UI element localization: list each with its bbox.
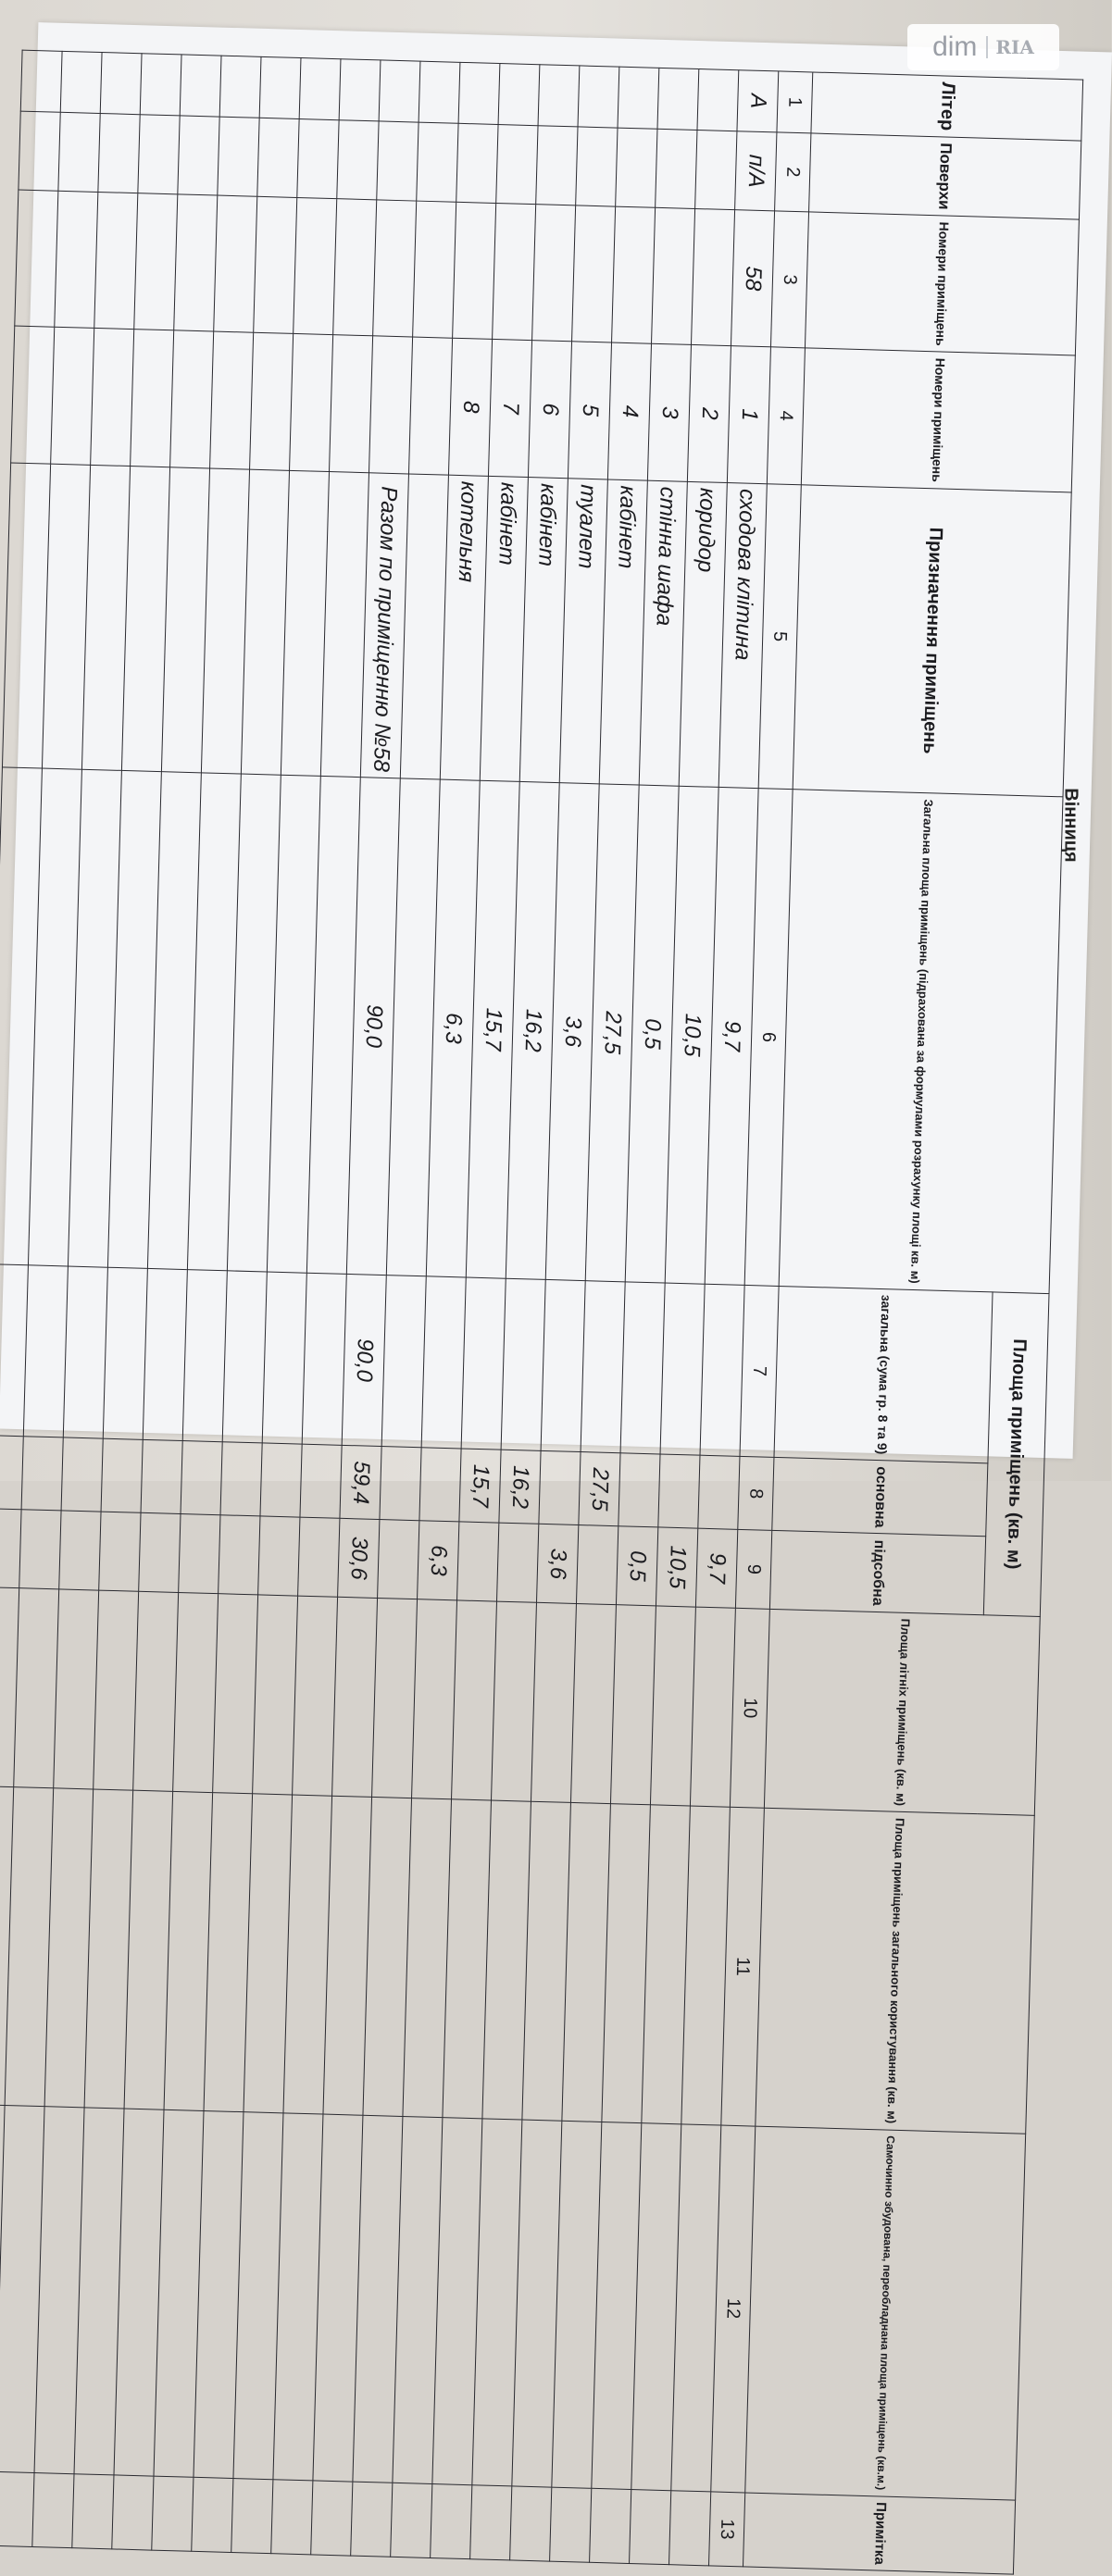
cell-room-no: 8 — [448, 339, 492, 476]
cell-empty — [616, 128, 657, 208]
cell-area-aux — [497, 1524, 539, 1602]
header-floors: Поверхи — [809, 133, 1081, 219]
col-number: 5 — [758, 483, 801, 790]
cell-empty — [496, 124, 538, 205]
cell-room-no: 7 — [488, 340, 531, 477]
cell-total-area: 0,5 — [625, 785, 679, 1282]
cell-empty — [412, 1599, 457, 1799]
header-liter: Літер — [811, 72, 1083, 141]
cell-area-main — [698, 1455, 740, 1529]
cell-purpose: коридор — [679, 481, 727, 788]
cell-premise: 58 — [731, 210, 774, 347]
cell-empty — [656, 129, 697, 209]
col-number: 6 — [744, 789, 793, 1286]
cell-total-area: 15,7 — [466, 780, 519, 1277]
col-number: 2 — [775, 132, 811, 212]
totals-total-area: 90,0 — [346, 778, 400, 1275]
header-common: Площа приміщень загального користування (кв. м) — [756, 1808, 1034, 2133]
cell-empty — [630, 2489, 671, 2565]
header-area-main: основна — [772, 1458, 988, 1537]
cell-room-no: 5 — [568, 342, 611, 479]
header-note: Примітка — [743, 2493, 1015, 2575]
header-unauthorized: Самочинно збудована, переобладнана площа приміщень (кв.м.) — [745, 2126, 1026, 2500]
cell-floor: п/А — [735, 131, 777, 211]
cell-area-aux: 10,5 — [656, 1527, 697, 1606]
cell-empty — [532, 205, 576, 342]
header-premises-no-2: Номери приміщень — [801, 348, 1075, 492]
cell-total-area: 10,5 — [665, 786, 718, 1283]
cell-empty — [590, 2488, 631, 2564]
cell-purpose: туалет — [559, 478, 607, 784]
cell-area-main — [539, 1451, 581, 1525]
cell-area-total — [461, 1277, 506, 1450]
cell-empty — [657, 68, 699, 130]
col-number: 13 — [708, 2492, 744, 2568]
cell-empty — [690, 1607, 735, 1808]
cell-empty — [612, 206, 656, 343]
cell-area-total — [421, 1276, 466, 1449]
cell-area-main — [658, 1454, 700, 1528]
header-summer: Площа літніх приміщень (кв. м) — [764, 1609, 1040, 1816]
header-purpose: Призначення приміщень — [793, 484, 1071, 797]
cell-total-area: 3,6 — [545, 783, 599, 1280]
totals-label: Разом по приміщенню №58 — [360, 472, 408, 778]
header-total-area: Загальна площа приміщень (підрахована за формулами розрахунку площі кв. м) — [779, 790, 1063, 1293]
cell-total-area: 6,3 — [426, 779, 480, 1276]
col-number: 9 — [735, 1530, 771, 1609]
premises-register-table — [0, 50, 1083, 2575]
city-label: Вінниця — [1060, 788, 1081, 863]
cell-empty — [572, 205, 616, 342]
cell-area-aux: 3,6 — [536, 1524, 578, 1603]
cell-empty — [456, 123, 498, 204]
cell-empty — [431, 2483, 472, 2559]
watermark-logo — [907, 24, 1059, 70]
cell-area-main — [618, 1453, 660, 1527]
document-sheet — [0, 22, 1112, 2566]
col-number: 3 — [770, 211, 808, 348]
cell-room-no: 4 — [607, 342, 651, 479]
cell-empty — [491, 1601, 536, 1802]
header-area-total: загальна (сума гр. 8 та 9) — [774, 1286, 993, 1463]
cell-room-no: 1 — [727, 346, 770, 483]
cell-empty — [576, 127, 618, 207]
cell-area-main — [419, 1448, 461, 1522]
cell-empty — [453, 202, 496, 339]
cell-empty — [610, 1604, 656, 1805]
cell-total-area: 16,2 — [506, 782, 559, 1279]
cell-empty — [669, 2490, 711, 2566]
cell-purpose: стінна шафа — [639, 480, 687, 787]
cell-total-area: 27,5 — [585, 784, 639, 1281]
col-number: 10 — [730, 1608, 769, 1809]
cell-liter: А — [737, 70, 779, 132]
cell-room-no: 6 — [528, 341, 571, 478]
cell-empty — [695, 130, 737, 210]
cell-empty — [650, 1606, 695, 1807]
cell-empty — [452, 1600, 497, 1801]
col-number: 12 — [711, 2125, 756, 2493]
cell-empty — [510, 2486, 552, 2562]
cell-area-aux: 6,3 — [418, 1521, 459, 1599]
totals-area-aux: 30,6 — [338, 1519, 380, 1598]
cell-area-aux: 0,5 — [616, 1526, 657, 1605]
watermark-brand: dim — [932, 31, 978, 62]
cell-empty — [536, 125, 578, 205]
cell-area-main: 16,2 — [499, 1450, 541, 1524]
col-number: 4 — [767, 347, 805, 484]
cell-purpose: кабінет — [519, 477, 568, 783]
cell-empty — [470, 2484, 512, 2560]
cell-purpose: кабінет — [480, 476, 528, 782]
header-area-group: Площа приміщень (кв. м) — [983, 1292, 1049, 1617]
cell-empty — [373, 200, 417, 337]
cell-purpose: котельня — [440, 475, 488, 781]
cell-area-total — [620, 1281, 665, 1454]
cell-empty — [652, 207, 695, 344]
watermark-brand-ria: RIA — [986, 36, 1034, 58]
col-number: 11 — [721, 1807, 765, 2125]
cell-area-total — [700, 1284, 744, 1457]
cell-area-total — [581, 1280, 625, 1453]
cell-area-total — [541, 1279, 585, 1452]
cell-area-total — [660, 1283, 705, 1456]
cell-empty — [369, 336, 413, 473]
cell-empty — [458, 62, 500, 124]
cell-empty — [538, 65, 580, 127]
cell-area-total — [501, 1278, 545, 1451]
col-number: 7 — [740, 1285, 779, 1457]
cell-empty — [379, 60, 420, 122]
cell-empty — [311, 2481, 353, 2557]
cell-area-main: 27,5 — [579, 1452, 620, 1526]
cell-area-aux: 9,7 — [695, 1529, 737, 1608]
cell-total-area: 9,7 — [705, 788, 758, 1285]
cell-area-aux — [576, 1525, 618, 1604]
cell-empty — [391, 2483, 432, 2558]
cell-empty — [618, 67, 659, 129]
cell-empty — [531, 1602, 576, 1803]
cell-empty — [550, 2487, 592, 2563]
cell-area-main: 15,7 — [459, 1449, 501, 1523]
cell-empty — [578, 66, 619, 128]
cell-empty — [691, 209, 734, 346]
cell-empty — [377, 121, 419, 202]
header-area-aux: підсобна — [769, 1531, 985, 1615]
header-premises-no-1: Номери приміщень — [805, 212, 1079, 355]
cell-room-no: 2 — [687, 345, 731, 482]
cell-empty — [498, 64, 540, 126]
cell-empty — [697, 69, 739, 131]
cell-purpose: кабінет — [599, 479, 647, 785]
col-number: 1 — [777, 71, 813, 133]
totals-area-main: 59,4 — [340, 1446, 381, 1520]
col-number: 8 — [738, 1457, 774, 1531]
cell-room-no: 3 — [647, 344, 691, 481]
cell-empty — [493, 204, 536, 341]
totals-area-sum: 90,0 — [342, 1274, 386, 1447]
cell-purpose: сходова клітина — [718, 482, 767, 789]
cell-empty — [570, 1603, 616, 1804]
cell-area-aux — [457, 1522, 499, 1600]
cell-empty — [332, 1597, 378, 1798]
